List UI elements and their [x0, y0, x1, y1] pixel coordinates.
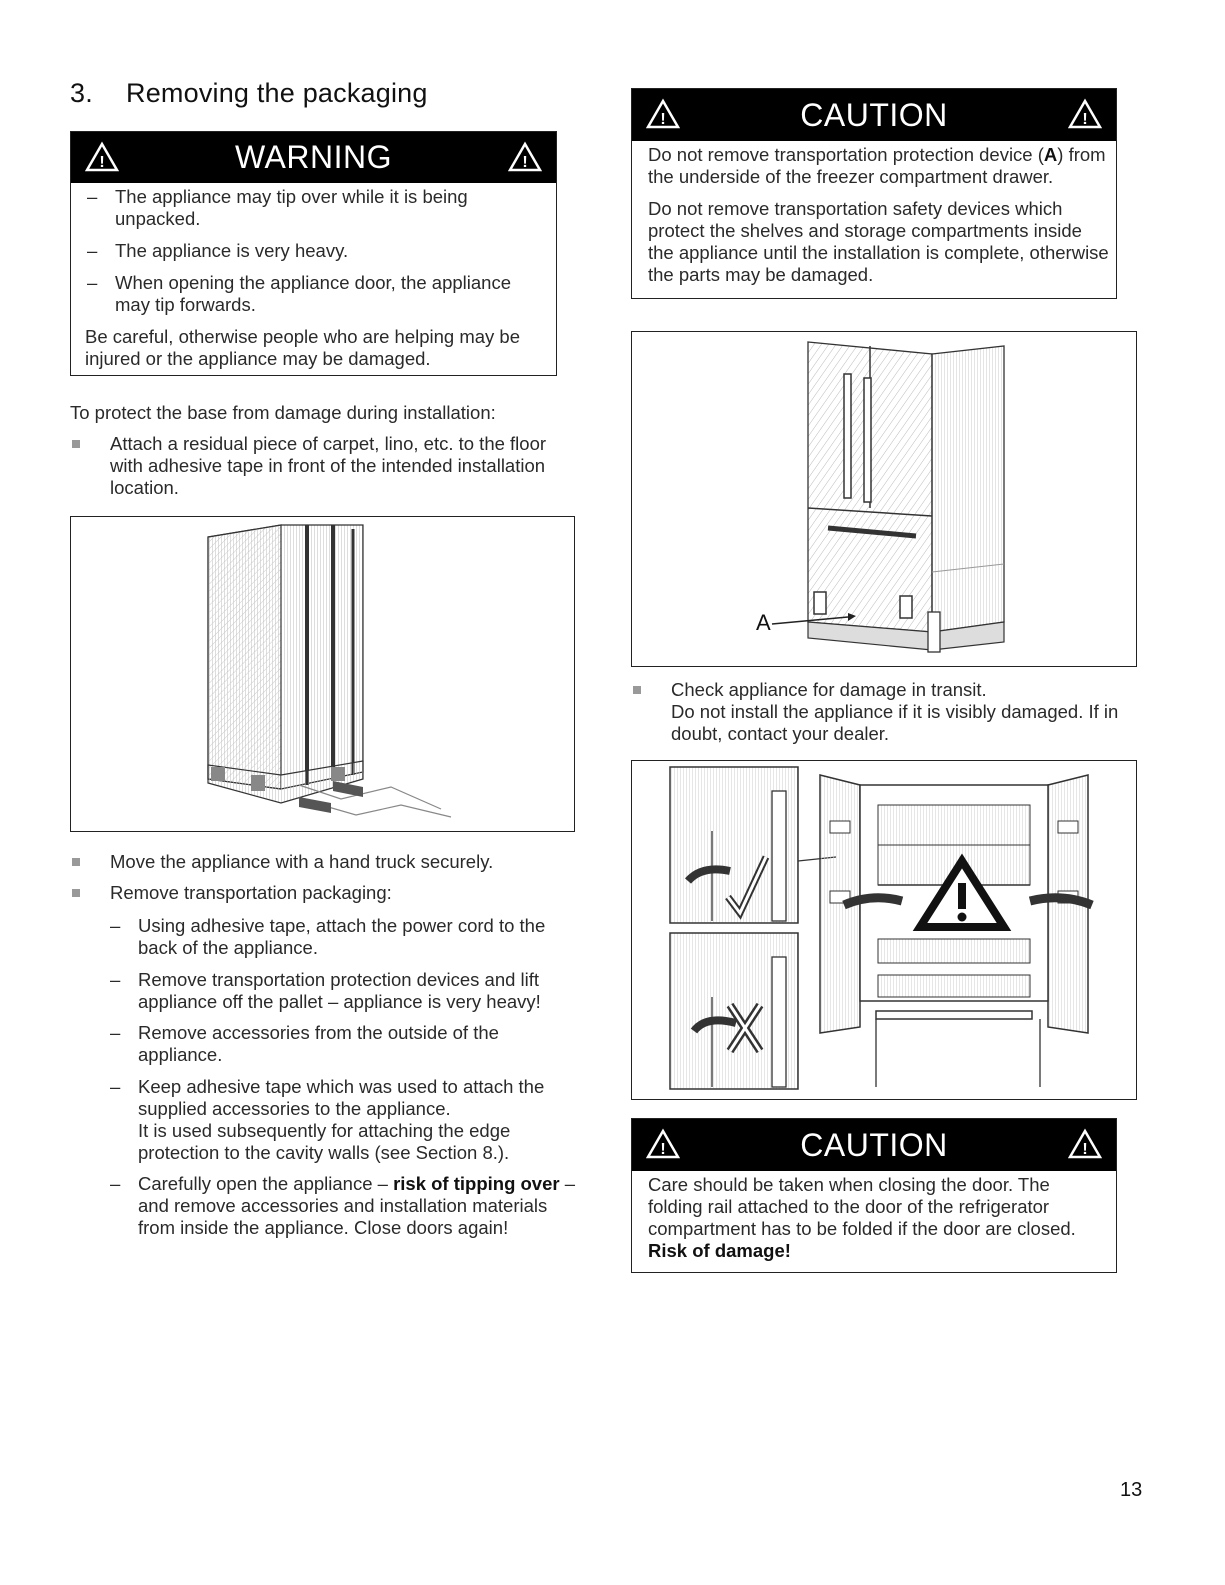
bullet-check-note: Do not install the appliance if it is visibly damaged. If in doubt, contact your dealer.: [671, 701, 1119, 744]
section-title: Removing the packaging: [126, 78, 428, 108]
bullet-square-icon: [633, 686, 641, 694]
warning-item: – The appliance is very heavy.: [85, 240, 544, 262]
remove-step-3: – Remove accessories from the outside of the appliance.: [110, 1022, 530, 1066]
bullet-move: [70, 851, 575, 873]
svg-text:!: !: [99, 154, 105, 171]
warning-triangle-icon: [646, 98, 680, 130]
caution-text-1-post: ) from the underside of the freezer compartment drawer.: [648, 144, 1106, 187]
warning-item: – When opening the appliance door, the appliance may tip forwards.: [85, 272, 544, 316]
caution-text-2: Do not remove transportation safety devices which protect the shelves and storage compartments inside the appliance until the installation is complete, otherwise the parts may be damaged.: [648, 198, 1109, 285]
caution-2-text: Care should be taken when closing the door. The folding rail attached to the door of the refrigerator compartment has to be folded if the door are closed.: [648, 1174, 1076, 1239]
caution-banner: [632, 89, 1116, 141]
caution-text-1: [648, 144, 1112, 188]
remove-step-5-pre: Carefully open the appliance –: [138, 1173, 394, 1194]
figure-protection-device: [631, 331, 1137, 667]
warning-triangle-icon: [1068, 1128, 1102, 1160]
remove-step-2: – Remove transportation protection devices and lift appliance off the pallet – appliance is very heavy!: [110, 969, 575, 1013]
caution-box-folding-rail: [631, 1118, 1117, 1273]
warning-note: Be careful, otherwise people who are helping may be injured or the appliance may be damaged.: [85, 326, 521, 369]
caution-text-1-pre: Do not remove transportation protection device (: [648, 144, 1044, 165]
bullet-protect: [70, 433, 575, 499]
figure-folding-rail: [631, 760, 1137, 1100]
remove-step-4-note: It is used subsequently for attaching the edge protection to the cavity walls (see Section 8.).: [138, 1120, 511, 1163]
warning-title: WARNING: [235, 139, 392, 175]
warning-triangle-icon: [508, 141, 542, 173]
page-title: [70, 78, 428, 109]
appliance-protection-illustration: [632, 332, 1137, 667]
warning-box: [70, 131, 557, 376]
remove-step-4: [110, 1076, 575, 1164]
warning-triangle-icon: [646, 1128, 680, 1160]
caution-title: CAUTION: [800, 1126, 948, 1163]
remove-step-5-post: – and remove accessories and installation materials from inside the appliance. Close doors again!: [138, 1173, 576, 1238]
bullet-square-icon: [72, 440, 80, 448]
svg-text:!: !: [1082, 1141, 1088, 1158]
figure-packaged-appliance: [70, 516, 575, 832]
remove-step-1: – Using adhesive tape, attach the power cord to the back of the appliance.: [110, 915, 575, 959]
svg-text:!: !: [660, 111, 666, 128]
bullet-square-icon: [72, 889, 80, 897]
page-number: 13: [1120, 1479, 1143, 1501]
warning-banner: [71, 132, 556, 183]
damage-warning: Risk of damage!: [648, 1240, 791, 1261]
bullet-check: [631, 679, 1141, 745]
remove-step-5: [110, 1173, 580, 1239]
svg-text:!: !: [660, 1141, 666, 1158]
device-label-a: A: [1043, 144, 1058, 165]
remove-step-4-text: – Keep adhesive tape which was used to attach the supplied accessories to the appliance.: [138, 1076, 545, 1119]
bullet-protect-text: Attach a residual piece of carpet, lino, etc. to the floor with adhesive tape in front of the intended installation location.: [110, 433, 547, 498]
warning-triangle-icon: [85, 141, 119, 173]
tipping-warning: risk of tipping over: [393, 1173, 560, 1194]
bullet-remove: [70, 882, 575, 904]
warning-item: – The appliance may tip over while it is being unpacked.: [85, 186, 544, 230]
bullet-square-icon: [72, 858, 80, 866]
svg-text:!: !: [1082, 111, 1088, 128]
protect-intro: To protect the base from damage during installation:: [70, 402, 496, 423]
section-number: 3.: [70, 78, 93, 108]
svg-text:!: !: [522, 154, 528, 171]
folding-rail-illustration: [632, 761, 1137, 1100]
caution-box-transport: [631, 88, 1117, 299]
device-callout-a: A: [756, 610, 771, 635]
caution-title: CAUTION: [800, 96, 948, 133]
caution-banner: [632, 1119, 1116, 1171]
bullet-move-text: Move the appliance with a hand truck securely.: [110, 851, 494, 872]
bullet-check-text: Check appliance for damage in transit.: [671, 679, 987, 700]
warning-triangle-icon: [1068, 98, 1102, 130]
packaged-appliance-illustration: [71, 517, 575, 832]
bullet-remove-text: Remove transportation packaging:: [110, 882, 392, 903]
